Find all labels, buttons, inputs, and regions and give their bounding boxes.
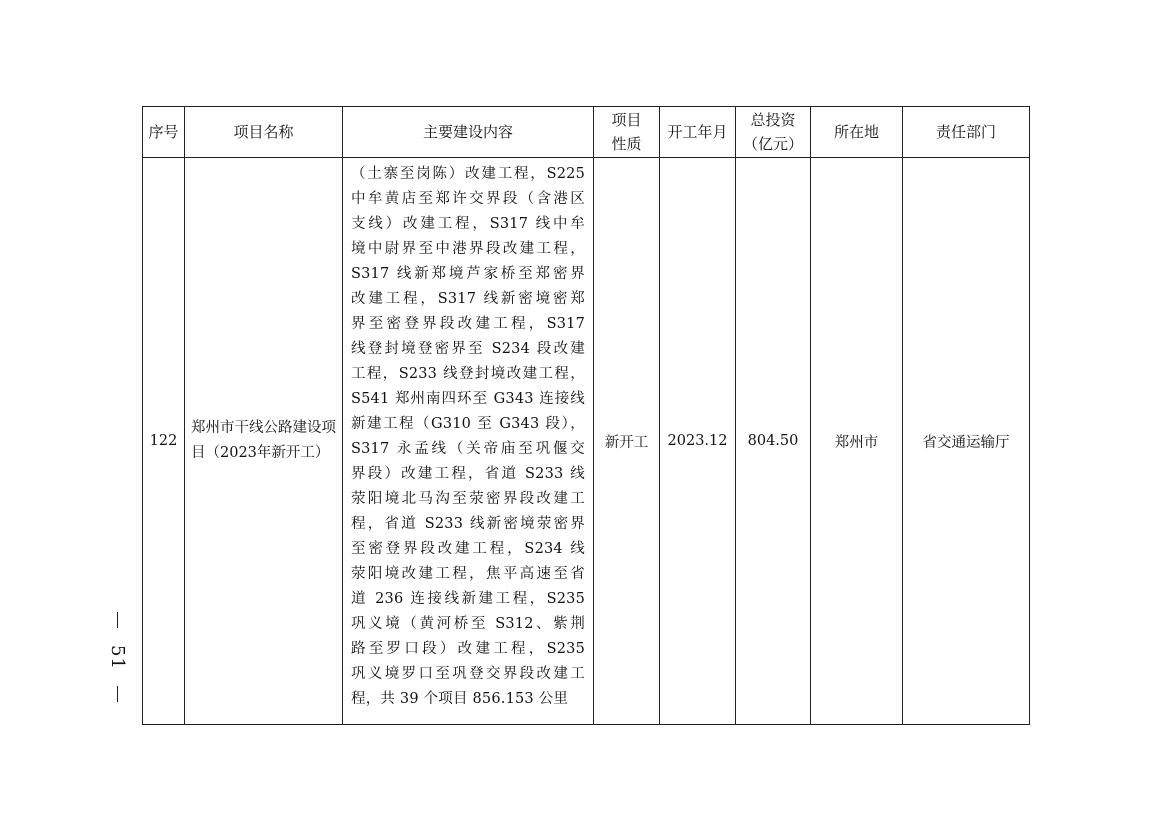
content-line: 程，省道 S233 线新密境荥密界 [351,516,585,532]
content-lines [351,162,585,712]
header-name: 项目名称 [185,107,343,158]
content-line: 道 236 连接线新建工程，S235 [351,591,585,607]
header-content: 主要建设内容 [343,107,594,158]
header-nature [594,107,660,158]
cell-name: 郑州市干线公路建设项目（2023年新开工） [185,158,343,725]
content-line: 巩义境罗口至巩登交界段改建工 [351,666,585,682]
content-line: 改建工程，S317 线新密境密郑 [351,291,585,307]
content-line: S541 郑州南四环至 G343 连接线 [351,391,585,407]
cell-seq: 122 [143,158,185,725]
cell-dept: 省交通运输厅 [903,158,1030,725]
content-line: 线登封境登密界至 S234 段改建 [351,341,585,357]
content-line: 至密登界段改建工程，S234 线 [351,541,585,557]
table-row [143,158,1030,725]
content-line: 巩义境（黄河桥至 S312、紫荆 [351,616,585,632]
page-number-value: 51 [106,644,128,670]
header-invest-line2: （亿元） [742,135,803,153]
content-line: 界至密登界段改建工程，S317 [351,316,585,332]
content-line: 界段）改建工程，省道 S233 线 [351,466,585,482]
project-table [142,106,1030,725]
page-number-dash-bottom [117,686,118,702]
content-line: 境中尉界至中港界段改建工程， [351,241,585,257]
content-line: 中牟黄店至郑许交界段（含港区 [351,191,585,207]
cell-content [343,158,594,725]
content-line: S317 永孟线（关帝庙至巩偃交 [351,441,585,457]
cell-location: 郑州市 [811,158,903,725]
header-invest [736,107,811,158]
header-invest-line1: 总投资 [750,111,796,129]
page-number [102,612,132,702]
page-number-dash-top [117,612,118,628]
content-line: 荥阳境北马沟至荥密界段改建工 [351,491,585,507]
content-line: 新建工程（G310 至 G343 段）， [351,416,585,432]
content-line: 荥阳境改建工程，焦平高速至省 [351,566,585,582]
cell-invest: 804.50 [736,158,811,725]
header-nature-line1: 项目 [611,111,642,129]
header-start: 开工年月 [660,107,736,158]
header-location: 所在地 [811,107,903,158]
content-line: 路至罗口段）改建工程，S235 [351,641,585,657]
cell-nature: 新开工 [594,158,660,725]
content-line: 程，共 39 个项目 856.153 公里 [351,691,569,707]
header-seq: 序号 [143,107,185,158]
content-line: 支线）改建工程，S317 线中牟 [351,216,585,232]
table-header-row [143,107,1030,158]
content-line: S317 线新郑境芦家桥至郑密界 [351,266,585,282]
header-dept: 责任部门 [903,107,1030,158]
content-line: （土寨至岗陈）改建工程，S225 [351,166,585,182]
content-line: 工程，S233 线登封境改建工程， [351,366,585,382]
cell-start: 2023.12 [660,158,736,725]
header-nature-line2: 性质 [611,135,642,153]
